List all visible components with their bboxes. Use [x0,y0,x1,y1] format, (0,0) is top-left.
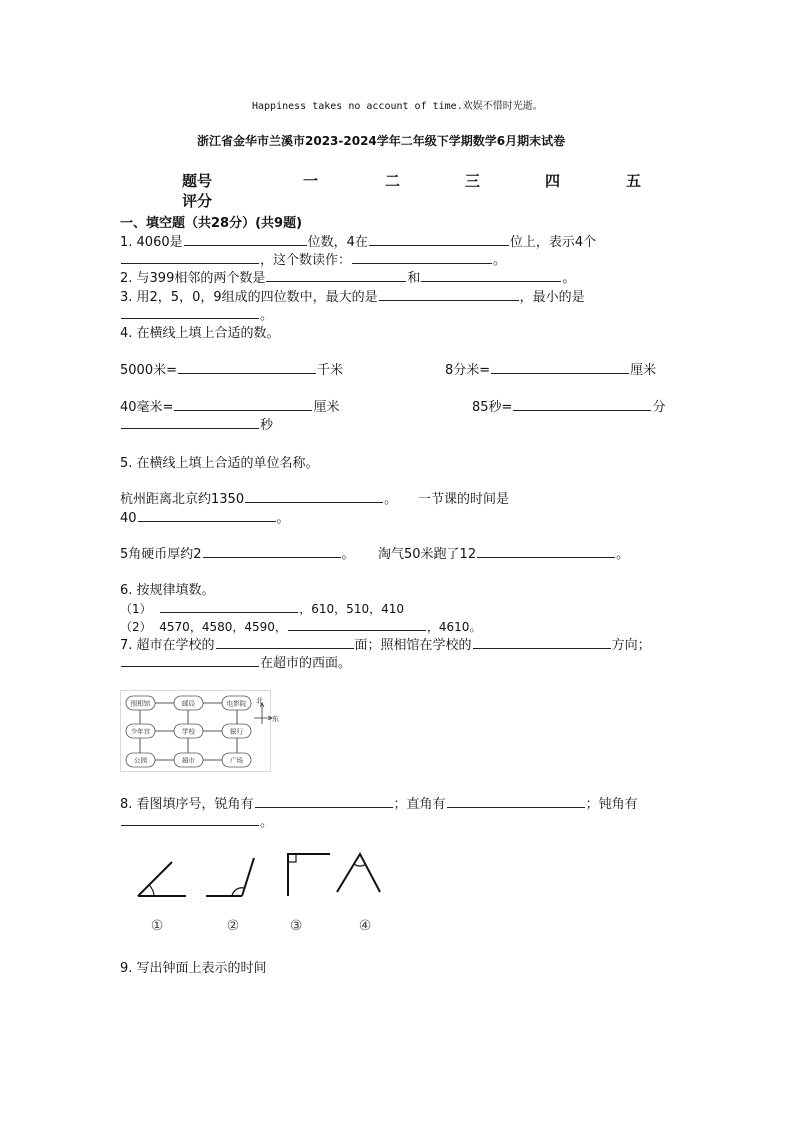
angle-3-shape [288,854,330,896]
q4-row-d-cont [120,414,273,433]
q5-b-end: 。 [276,511,290,526]
q1-blank-2[interactable] [369,231,509,246]
question-4-stem: 4. 在横线上填上合适的数。 [120,326,280,341]
q5-b2-text: 40 [120,511,137,526]
q7-blank-3[interactable] [121,652,259,667]
q6-blank-2[interactable] [288,616,426,631]
q1-text-b: 位数，4在 [307,235,368,250]
q7-blank-2[interactable] [473,634,611,649]
q6-r2-tail: ，4610。 [426,620,482,634]
q8-text-a: 8. 看图填序号，锐角有 [120,797,254,812]
map-label-4: 学校 [182,727,195,736]
q7-text-b: 面；照相馆在学校的 [354,638,472,653]
q5-blank-c[interactable] [203,543,341,558]
question-8 [120,793,638,812]
q5-row-a [120,488,397,507]
map-label-7: 超市 [182,756,195,765]
q3-text-a: 3. 用2，5，0，9组成的四位数中，最大的是 [120,290,378,305]
question-1-cont [120,249,506,268]
q1-text-e: 。 [493,253,507,268]
q1-text-a: 1. 4060是 [120,235,183,250]
q4-blank-c[interactable] [174,396,312,411]
question-3 [120,286,585,305]
angle-label-4: ④ [358,918,372,934]
angle-4-shape [337,854,380,892]
question-3-cont [120,304,273,323]
q6-row-2 [120,616,481,635]
angle-1-shape [138,862,186,896]
q5-row-b-cont [120,507,290,526]
q6-r2-label: （2） [120,620,152,634]
q4-b-unit: 厘米 [630,363,657,378]
q8-blank-2[interactable] [447,793,585,808]
map-label-6: 公园 [134,756,147,765]
q4-a-left: 5000米= [120,363,177,378]
q7-text-c: 方向； [611,638,651,653]
q5-blank-d[interactable] [477,543,615,558]
q8-text-d: 。 [260,815,274,830]
q3-text-c: 。 [260,308,274,323]
q8-blank-3[interactable] [121,811,259,826]
question-6-stem: 6. 按规律填数。 [120,583,215,598]
score-table-col-4: 四 [545,172,561,190]
q5-row-b: 一节课的时间是 [418,492,510,507]
angle-1-arc [149,885,154,896]
q7-text-d: 在超市的西面。 [260,656,352,671]
map-label-3: 少年宫 [130,727,151,736]
q5-a-end: 。 [384,492,398,507]
q2-blank-1[interactable] [266,267,406,282]
angle-label-1: ① [150,918,164,934]
q4-blank-b[interactable] [491,359,629,374]
q5-row-d [378,543,629,562]
q5-blank-a[interactable] [245,488,383,503]
q4-d-unit2: 秒 [260,418,274,433]
q2-text-b: 和 [407,271,421,286]
q2-text-c: 。 [562,271,576,286]
score-table-col-2: 二 [385,172,401,190]
map-label-2: 电影院 [226,699,247,708]
map-label-5: 银行 [230,727,243,736]
q3-blank-1[interactable] [379,286,519,301]
angle-3-right-mark [288,854,296,862]
q6-r1-tail: ，610，510，410 [299,602,404,616]
q7-text-a: 7. 超市在学校的 [120,638,215,653]
q8-blank-1[interactable] [255,793,393,808]
score-table-row1-label: 题号 [182,172,213,190]
angle-2-shape [206,858,254,896]
q5-d-end: 。 [616,547,630,562]
q5-c-text: 5角硬币厚约2 [120,547,202,562]
q1-blank-1[interactable] [184,231,307,246]
q6-r2-head: 4570，4580，4590， [159,620,287,634]
angle-4-arc [354,864,366,866]
page-title: 浙江省金华市兰溪市2023-2024学年二年级下学期数学6月期末试卷 [197,134,566,148]
question-7 [120,634,651,653]
score-table-col-3: 三 [465,172,481,190]
q4-a-unit: 千米 [316,363,343,378]
q4-c-unit: 厘米 [313,400,340,415]
compass-north: 北 [256,697,263,705]
q8-text-c: ；钝角有 [585,797,638,812]
q1-blank-3[interactable] [121,249,259,264]
question-9: 9. 写出钟面上表示的时间 [120,961,267,976]
q4-d-unit1: 分 [652,400,666,415]
question-8-cont [120,811,273,830]
q4-b-left: 8分米= [445,363,491,378]
score-table-col-1: 一 [303,172,319,190]
question-1 [120,231,596,250]
score-table-row2-label: 评分 [182,192,213,210]
map-label-8: 广场 [230,756,243,765]
q6-blank-1[interactable] [160,598,298,613]
q2-text-a: 2. 与399相邻的两个数是 [120,271,266,286]
q6-r1-label: （1） [120,602,152,616]
q4-blank-a[interactable] [178,359,316,374]
q4-row-c [120,396,339,415]
compass-east: 东 [272,715,279,723]
q5-blank-b[interactable] [138,507,276,522]
q5-c-end: 。 [341,547,355,562]
q4-row-a [120,359,343,378]
q6-row-1 [120,598,404,617]
map-label-1: 邮局 [182,699,195,708]
question-2 [120,267,575,286]
map-figure [120,690,290,772]
q3-blank-2[interactable] [121,304,259,319]
q5-d-text: 淘气50米跑了12 [378,547,477,562]
q4-blank-d2[interactable] [121,414,259,429]
q1-text-d: ，这个数读作： [260,253,352,268]
angle-label-3: ③ [289,918,303,934]
score-table-col-5: 五 [626,172,642,190]
q5-row-c [120,543,355,562]
page-header: Happiness takes no account of time.欢娱不惜时光逝。 [252,101,543,112]
map-label-0: 照相馆 [130,699,151,708]
q8-text-b: ；直角有 [393,797,446,812]
q1-text-c: 位上，表示4个 [509,235,597,250]
angle-label-2: ② [226,918,240,934]
q4-d-left: 85秒= [472,400,513,415]
q2-blank-2[interactable] [421,267,561,282]
q7-blank-1[interactable] [216,634,354,649]
q1-blank-4[interactable] [352,249,492,264]
q4-c-left: 40毫米= [120,400,174,415]
q4-blank-d1[interactable] [513,396,651,411]
q3-text-b: ，最小的是 [519,290,585,305]
question-5-stem: 5. 在横线上填上合适的单位名称。 [120,456,319,471]
angles-figure [130,848,390,938]
q5-a-text: 杭州距离北京约1350 [120,492,245,507]
q4-row-b [445,359,656,378]
section-heading: 一、填空题（共28分）(共9题) [120,216,303,231]
q4-row-d [472,396,665,415]
question-7-cont [120,652,351,671]
